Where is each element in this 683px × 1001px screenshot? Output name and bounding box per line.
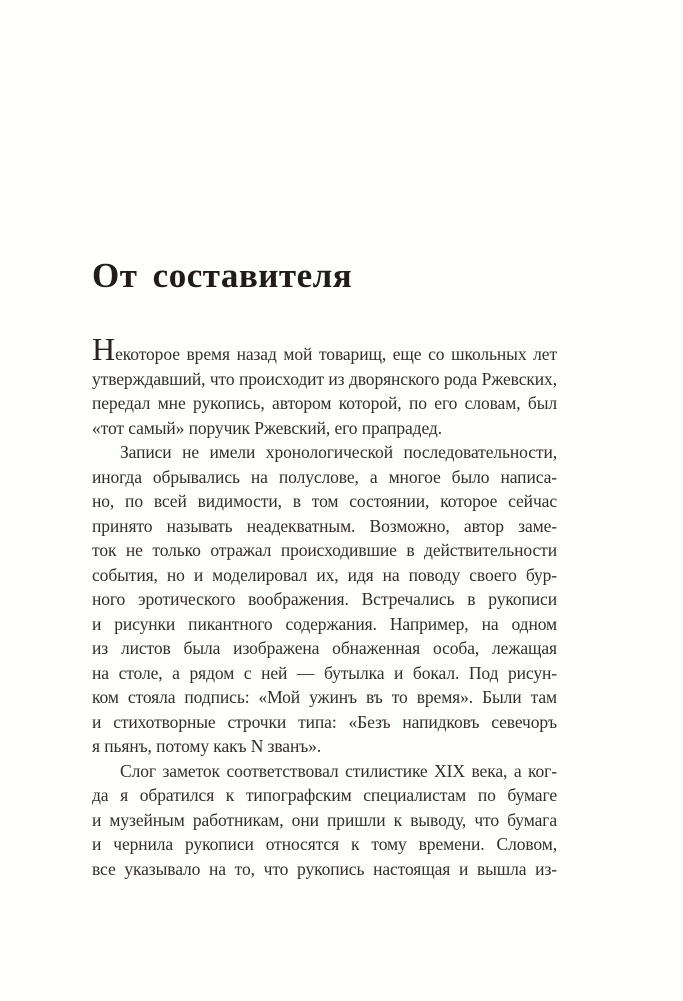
text-line: я пьянъ, потому какъ N званъ».: [92, 736, 322, 756]
text-line: Слог заметок соответствовал стилистике XIX века, а ког-: [120, 760, 557, 781]
body-text: [92, 331, 557, 881]
text-line-content: екоторое время назад мой товарищ, еще со школьных лет: [115, 344, 557, 364]
text-line: но, по всей видимости, в том состоянии, которое сейчас: [92, 491, 557, 511]
text-line: на столе, а рядом с ней — бутылка и бокал. Под рисун-: [92, 662, 557, 683]
text-line: «тот самый» поручик Ржевский, его прапрадед.: [92, 417, 442, 438]
text-line: и чернила рукописи относятся к тому времени. Словом,: [92, 834, 557, 854]
text-line: ток не только отражал происходившие в действительности: [92, 540, 557, 560]
paragraph-2: [92, 440, 557, 759]
text-line: иногда обрывались на полуслове, а многое было написа-: [92, 466, 557, 487]
text-line: да я обратился к типографским специалистам по бумаге: [92, 785, 557, 805]
text-line: события, но и моделировал их, идя на поводу своего бур-: [92, 564, 557, 585]
paragraph-1: [92, 331, 557, 440]
text-line: ного эротического воображения. Встречались в рукописи: [92, 589, 557, 609]
text-line: ком стояла подпись: «Мой ужинъ въ то время». Были там: [92, 687, 557, 707]
initial-cap: Н: [92, 331, 116, 367]
text-line: из листов была изображена обнаженная особа, лежащая: [92, 638, 557, 658]
text-line: и музейным работникам, они пришли к выводу, что бумага: [92, 809, 557, 830]
text-line: утверждавший, что происходит из дворянского рода Ржевских,: [92, 368, 557, 389]
text-line: принято называть неадекватным. Возможно, автор заме-: [92, 515, 557, 536]
text-line: все указывало на то, что рукопись настоящая и вышла из-: [92, 858, 557, 879]
text-line: Записи не имели хронологической последовательности,: [120, 442, 557, 462]
chapter-heading: От составителя: [92, 256, 353, 295]
text-line: и стихотворные строчки типа: «Безъ напидковъ севечоръ: [92, 711, 557, 732]
text-line: и рисунки пикантного содержания. Например, на одном: [92, 613, 557, 634]
text-line: [92, 331, 557, 367]
paragraph-3: [92, 759, 557, 882]
text-line: передал мне рукопись, автором которой, по его словам, был: [92, 393, 557, 413]
